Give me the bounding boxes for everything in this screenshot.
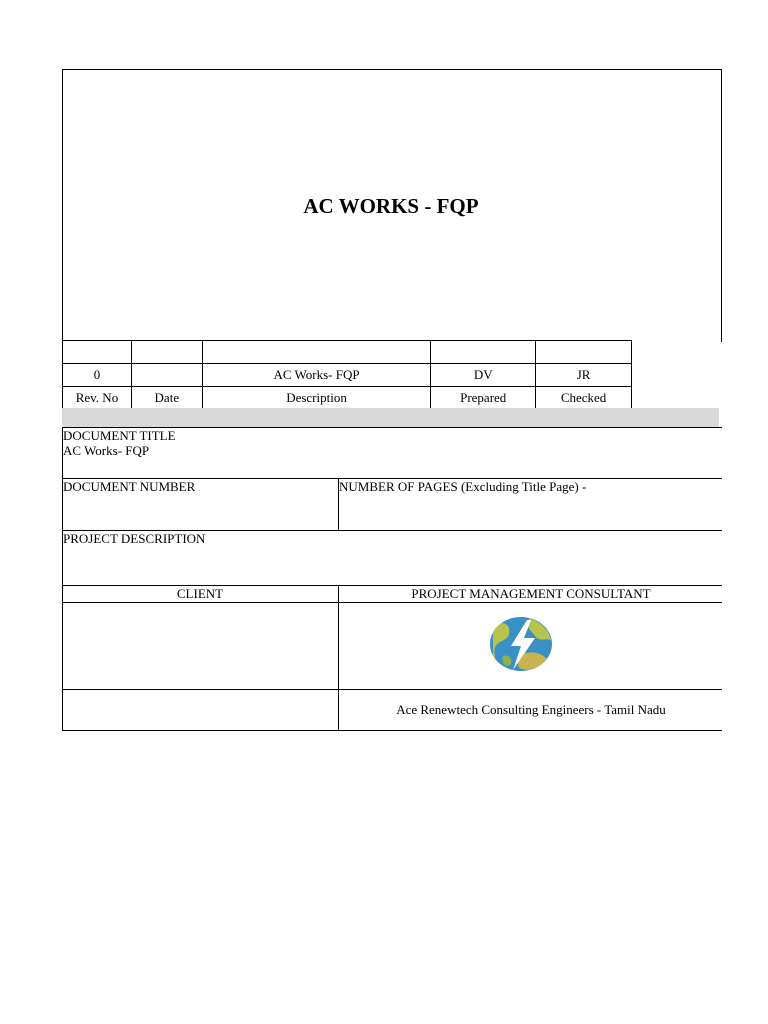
- table-cell: DV: [431, 364, 536, 387]
- divider: [62, 427, 63, 731]
- project-description-label: PROJECT DESCRIPTION: [63, 531, 206, 546]
- table-row: [63, 364, 632, 387]
- divider: [62, 730, 722, 731]
- section-band: [62, 408, 719, 427]
- document-title-value: AC Works- FQP: [63, 443, 150, 458]
- table-cell: Description: [202, 387, 431, 410]
- table-cell: 0: [63, 364, 132, 387]
- divider: [62, 689, 722, 690]
- table-cell: AC Works- FQP: [202, 364, 431, 387]
- pmc-label: PROJECT MANAGEMENT CONSULTANT: [411, 586, 651, 601]
- table-cell: JR: [536, 364, 632, 387]
- divider: [338, 478, 339, 530]
- revision-table-body: [63, 341, 632, 410]
- page-title: AC WORKS - FQP: [303, 194, 479, 218]
- table-cell: Checked: [536, 387, 632, 410]
- table-row: [63, 341, 632, 364]
- document-number-label: DOCUMENT NUMBER: [63, 479, 196, 494]
- client-label: CLIENT: [176, 586, 224, 601]
- table-cell: Rev. No: [63, 387, 132, 410]
- number-of-pages-label: NUMBER OF PAGES (Excluding Title Page) -: [339, 479, 587, 494]
- table-cell: Date: [131, 387, 202, 410]
- divider: [338, 585, 339, 731]
- globe-lightning-logo-icon: [489, 616, 553, 672]
- pmc-company-name: Ace Renewtech Consulting Engineers - Tamil Nadu: [396, 702, 666, 717]
- table-cell: [131, 364, 202, 387]
- divider: [62, 602, 722, 603]
- table-cell: [131, 341, 202, 364]
- table-cell: [431, 341, 536, 364]
- table-cell: Prepared: [431, 387, 536, 410]
- document-title-label: DOCUMENT TITLE: [63, 428, 176, 443]
- table-cell: [63, 341, 132, 364]
- revision-table: [62, 340, 632, 410]
- table-cell: [536, 341, 632, 364]
- table-row: [63, 387, 632, 410]
- table-cell: [202, 341, 431, 364]
